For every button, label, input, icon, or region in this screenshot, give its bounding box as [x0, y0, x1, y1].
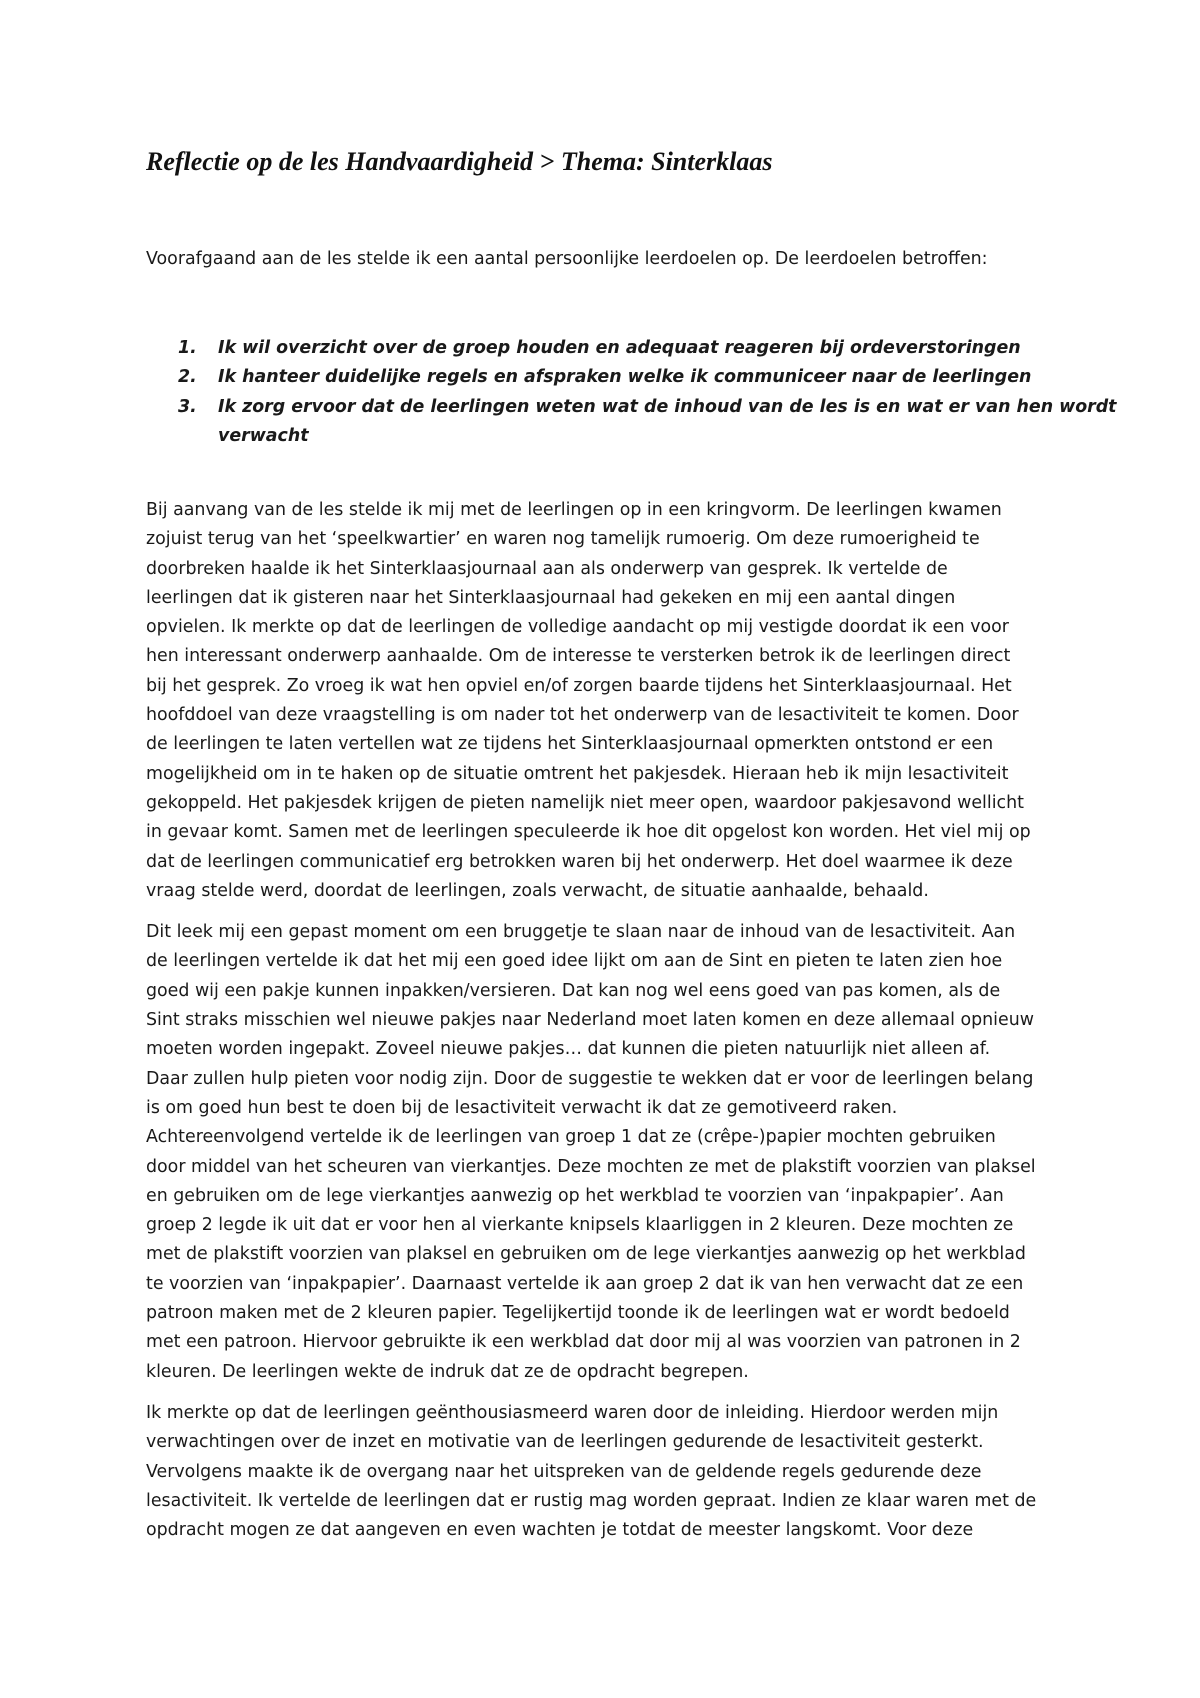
- learning-goal-item: [146, 334, 1066, 363]
- learning-goal-number: 3.: [178, 396, 197, 417]
- paragraph-line: is om goed hun best te doen bij de lesactiviteit verwacht ik dat ze gemotiveerd raken.: [146, 1097, 898, 1118]
- paragraph-line: Dit leek mij een gepast moment om een bruggetje te slaan naar de inhoud van de lesactiviteit. Aan: [146, 922, 1016, 943]
- paragraph-line: mogelijkheid om in te haken op de situatie omtrent het pakjesdek. Hieraan heb ik mijn lesactiviteit: [146, 763, 1009, 784]
- body-paragraph: [146, 496, 1076, 906]
- paragraph-line: met de plakstift voorzien van plaksel en gebruiken om de lege vierkantjes aanwezig op het werkblad: [146, 1244, 1026, 1265]
- paragraph-line: opdracht mogen ze dat aangeven en even wachten je totdat de meester langskomt. Voor deze: [146, 1520, 974, 1541]
- document-title: Reflectie op de les Handvaardigheid > Thema: Sinterklaas: [146, 147, 773, 176]
- paragraph-line: de leerlingen vertelde ik dat het mij een goed idee lijkt om aan de Sint en pieten te laten zien hoe: [146, 951, 1003, 972]
- paragraph-line: gekoppeld. Het pakjesdek krijgen de pieten namelijk niet meer open, waardoor pakjesavond wellicht: [146, 792, 1024, 813]
- body-paragraph: [146, 1399, 1076, 1545]
- paragraph-line: Achtereenvolgend vertelde ik de leerlingen van groep 1 dat ze (crêpe-)papier mochten gebruiken: [146, 1127, 996, 1148]
- paragraph-line: doorbreken haalde ik het Sinterklaasjournaal aan als onderwerp van gesprek. Ik vertelde de: [146, 558, 948, 579]
- paragraph-line: hen interessant onderwerp aanhaalde. Om de interesse te versterken betrok ik de leerlingen direct: [146, 646, 1011, 667]
- paragraph-line: verwachtingen over de inzet en motivatie van de leerlingen gedurende de lesactiviteit gesterkt.: [146, 1432, 984, 1453]
- paragraph-line: lesactiviteit. Ik vertelde de leerlingen dat er rustig mag worden gepraat. Indien ze klaar waren met de: [146, 1490, 1037, 1511]
- paragraph-line: goed wij een pakje kunnen inpakken/versieren. Dat kan nog wel eens goed van pas komen, als de: [146, 980, 1001, 1001]
- learning-goal-item: [146, 393, 1117, 452]
- paragraph-line: in gevaar komt. Samen met de leerlingen speculeerde ik hoe dit opgelost kon worden. Het viel mij op: [146, 822, 1031, 843]
- paragraph-line: opvielen. Ik merkte op dat de leerlingen de volledige aandacht op mij vestigde doordat ik een voor: [146, 617, 1009, 638]
- paragraph-line: leerlingen dat ik gisteren naar het Sinterklaasjournaal had gekeken en mij een aantal dingen: [146, 587, 956, 608]
- learning-goal-item: [146, 363, 1066, 392]
- paragraph-line: Vervolgens maakte ik de overgang naar het uitspreken van de geldende regels gedurende deze: [146, 1461, 982, 1482]
- paragraph-line: Sint straks misschien wel nieuwe pakjes naar Nederland moet laten komen en deze allemaal opnieuw: [146, 1010, 1034, 1031]
- paragraph-line: bij het gesprek. Zo vroeg ik wat hen opviel en/of zorgen baarde tijdens het Sinterklaasjournaal. Het: [146, 675, 1012, 696]
- paragraph-line: zojuist terug van het ‘speelkwartier’ en waren nog tamelijk rumoerig. Om deze rumoerigheid te: [146, 529, 980, 550]
- paragraph-line: Bij aanvang van de les stelde ik mij met de leerlingen op in een kringvorm. De leerlingen kwamen: [146, 500, 1002, 520]
- paragraph-line: Daar zullen hulp pieten voor nodig zijn. Door de suggestie te wekken dat er voor de leerlingen belang: [146, 1068, 1034, 1089]
- paragraph-line: kleuren. De leerlingen wekte de indruk dat ze de opdracht begrepen.: [146, 1361, 749, 1382]
- paragraph-line: dat de leerlingen communicatief erg betrokken waren bij het onderwerp. Het doel waarmee ik deze: [146, 851, 1013, 872]
- paragraph-line: te voorzien van ‘inpakpapier’. Daarnaast vertelde ik aan groep 2 dat ik van hen verwacht dat ze een: [146, 1273, 1024, 1294]
- learning-goal-text: Ik wil overzicht over de groep houden en adequaat reageren bij ordeverstoringen: [218, 338, 1021, 358]
- learning-goal-number: 2.: [178, 367, 197, 388]
- body-text: [146, 496, 1076, 1557]
- learning-goal-number: 1.: [178, 338, 197, 358]
- intro-paragraph: Voorafgaand aan de les stelde ik een aantal persoonlijke leerdoelen op. De leerdoelen betroffen:: [146, 249, 988, 269]
- paragraph-line: met een patroon. Hiervoor gebruikte ik een werkblad dat door mij al was voorzien van patronen in 2: [146, 1332, 1021, 1353]
- learning-goal-text: Ik zorg ervoor dat de leerlingen weten wat de inhoud van de les is en wat er van hen wordt: [218, 396, 1117, 417]
- learning-goals-list: [146, 334, 1117, 451]
- body-paragraph: [146, 918, 1076, 1387]
- paragraph-line: de leerlingen te laten vertellen wat ze tijdens het Sinterklaasjournaal opmerkten ontstond er een: [146, 734, 994, 755]
- paragraph-line: vraag stelde werd, doordat de leerlingen, zoals verwacht, de situatie aanhaalde, behaald.: [146, 880, 929, 901]
- learning-goal-text: verwacht: [218, 425, 309, 446]
- paragraph-line: patroon maken met de 2 kleuren papier. Tegelijkertijd toonde ik de leerlingen wat er wordt bedoeld: [146, 1303, 1010, 1324]
- paragraph-line: door middel van het scheuren van vierkantjes. Deze mochten ze met de plakstift voorzien van plaksel: [146, 1156, 1036, 1177]
- paragraph-line: moeten worden ingepakt. Zoveel nieuwe pakjes… dat kunnen die pieten natuurlijk niet alleen af.: [146, 1039, 991, 1060]
- paragraph-line: groep 2 legde ik uit dat er voor hen al vierkante knipsels klaarliggen in 2 kleuren. Deze mochten ze: [146, 1215, 1014, 1236]
- paragraph-line: en gebruiken om de lege vierkantjes aanwezig op het werkblad te voorzien van ‘inpakpapier’. Aan: [146, 1185, 1004, 1206]
- learning-goal-text: Ik hanteer duidelijke regels en afspraken welke ik communiceer naar de leerlingen: [218, 367, 1032, 388]
- paragraph-line: Ik merkte op dat de leerlingen geënthousiasmeerd waren door de inleiding. Hierdoor werden mijn: [146, 1402, 999, 1423]
- paragraph-line: hoofddoel van deze vraagstelling is om nader tot het onderwerp van de lesactiviteit te komen. Door: [146, 705, 1019, 726]
